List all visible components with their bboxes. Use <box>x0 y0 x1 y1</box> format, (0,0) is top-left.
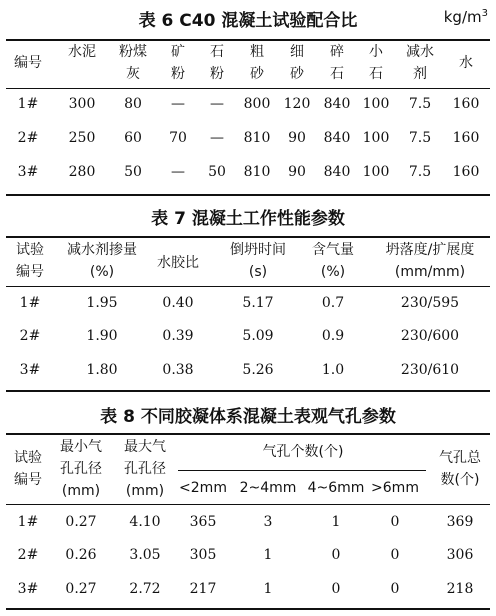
table6-cell-r2-c7: 840 <box>323 164 351 180</box>
table8-cell-r1-c4: 1 <box>263 547 273 563</box>
table8-header-line: 试验 <box>14 450 42 466</box>
table8-group-header: 气孔个数(个) <box>262 444 344 460</box>
table7-cell-r2-c4: 1.0 <box>321 362 345 378</box>
table6-header-line: 剂 <box>413 66 427 82</box>
table7-cell-r0-c2: 0.40 <box>162 295 194 311</box>
table6-cell-r0-c9: 7.5 <box>408 96 432 112</box>
table6-cell-r2-c4: 50 <box>208 164 226 180</box>
table6-cell-r0-c7: 840 <box>323 96 351 112</box>
table8-header-line: 气孔总 <box>439 450 481 466</box>
table8-header-col-2 <box>124 436 166 502</box>
table6-cell-r1-c3: 70 <box>169 130 187 146</box>
table6-cell-r2-c0: 3# <box>17 164 39 180</box>
table6-header-line: 水泥 <box>68 44 96 60</box>
table6-header-line: 砂 <box>250 66 264 82</box>
table7-top-rule <box>6 236 490 238</box>
table6-header-line: 粉 <box>171 66 185 82</box>
table6-header-col-2 <box>119 41 147 85</box>
table6-cell-r2-c9: 7.5 <box>408 164 432 180</box>
table7-cell-r1-c1: 1.90 <box>86 328 118 344</box>
table8-cell-r0-c0: 1# <box>17 514 39 530</box>
table8-cell-r2-c1: 0.27 <box>65 581 97 597</box>
table8-header-line: 4~6mm <box>307 480 365 496</box>
table8-header-line: 孔孔径 <box>60 461 102 477</box>
table7-cell-r1-c3: 5.09 <box>242 328 274 344</box>
table7-cell-r0-c0: 1# <box>19 295 41 311</box>
table6-bottom-rule <box>6 194 490 196</box>
table7-header-line: (%) <box>320 264 346 280</box>
table8-header-line: >6mm <box>371 480 419 496</box>
table7-header-line: (mm/mm) <box>394 264 466 280</box>
table6-unit-text: kg/m <box>443 8 482 26</box>
table6-unit-sup: 3 <box>481 8 488 19</box>
table6-unit <box>444 8 488 26</box>
table7-header-line: 水胶比 <box>157 255 199 271</box>
table6-cell-r1-c2: 60 <box>124 130 142 146</box>
table8-bottom-rule <box>6 608 490 610</box>
table6-cell-r0-c5: 800 <box>243 96 271 112</box>
table8-header-col-3 <box>179 477 227 499</box>
table8-cell-r1-c7: 306 <box>446 547 474 563</box>
table7-header-col-4 <box>312 239 354 283</box>
table8-header-line: 数(个) <box>440 472 480 488</box>
table6-header-line: 石 <box>330 66 344 82</box>
table6-cell-r0-c10: 160 <box>452 96 480 112</box>
table6-header-col-5 <box>250 41 264 85</box>
table6-cell-r2-c2: 50 <box>124 164 142 180</box>
table6-cell-r0-c6: 120 <box>283 96 311 112</box>
table8-header-line: <2mm <box>179 480 227 496</box>
table6-cell-r1-c9: 7.5 <box>408 130 432 146</box>
table8-header-line: (mm) <box>125 483 165 499</box>
table8-header-col-5 <box>308 477 365 499</box>
table8-cell-r0-c7: 369 <box>446 514 474 530</box>
table7-cell-r0-c3: 5.17 <box>242 295 274 311</box>
table8-cell-r1-c5: 0 <box>331 547 341 563</box>
table8-cell-r1-c6: 0 <box>390 547 400 563</box>
table8-cell-r1-c0: 2# <box>17 547 39 563</box>
table8-cell-r2-c5: 0 <box>331 581 341 597</box>
table8-top-rule <box>6 433 490 435</box>
table6-header-line: 粉 <box>210 66 224 82</box>
table8-group-rule <box>178 470 426 471</box>
table7-cell-r0-c1: 1.95 <box>86 295 118 311</box>
table8-cell-r0-c4: 3 <box>263 514 273 530</box>
table6-header-line: 碎 <box>330 44 344 60</box>
table7-bottom-rule <box>6 390 490 392</box>
table8-cell-r2-c7: 218 <box>446 581 474 597</box>
table8-cell-r2-c6: 0 <box>390 581 400 597</box>
table8-cell-r2-c3: 217 <box>189 581 217 597</box>
table7-header-col-3 <box>230 239 286 283</box>
table6-header-col-4 <box>210 41 224 85</box>
table7-header-line: 倒坍时间 <box>230 242 286 258</box>
table7-cell-r1-c0: 2# <box>19 328 41 344</box>
table7-cell-r0-c5: 230/595 <box>400 295 460 311</box>
table7-cell-r2-c1: 1.80 <box>86 362 118 378</box>
table8-cell-r0-c5: 1 <box>331 514 341 530</box>
table6-header-line: 石 <box>210 44 224 60</box>
table6-header-line: 减水 <box>406 44 434 60</box>
table7-header-line: 编号 <box>16 264 44 280</box>
table8-cell-r1-c3: 305 <box>189 547 217 563</box>
table6-cell-r0-c2: 80 <box>124 96 142 112</box>
table6-header-col-1 <box>68 41 96 63</box>
table6-cell-r1-c6: 90 <box>288 130 306 146</box>
table8-header-col-4 <box>240 477 297 499</box>
table6-cell-r1-c7: 840 <box>323 130 351 146</box>
table8-cell-r2-c2: 2.72 <box>129 581 161 597</box>
table6-header-line: 小 <box>369 44 383 60</box>
table6-cell-r1-c1: 250 <box>68 130 96 146</box>
table6-cell-r2-c10: 160 <box>452 164 480 180</box>
table6-header-col-10 <box>459 52 473 74</box>
table6-cell-r2-c8: 100 <box>362 164 390 180</box>
table6-cell-r1-c0: 2# <box>17 130 39 146</box>
table6-header-line: 矿 <box>171 44 185 60</box>
table6-header-line: 灰 <box>126 66 140 82</box>
table8-header-line: 最大气 <box>124 439 166 455</box>
table6-header-col-3 <box>171 41 185 85</box>
table8-title: 表 8 不同胶凝体系混凝土表观气孔参数 <box>100 407 396 427</box>
table6-cell-r1-c10: 160 <box>452 130 480 146</box>
table6-cell-r1-c4: — <box>210 130 224 146</box>
table6-header-line: 水 <box>459 55 473 71</box>
table6-cell-r1-c8: 100 <box>362 130 390 146</box>
table7-header-line: (%) <box>89 264 115 280</box>
table8-header-line: 2~4mm <box>239 480 297 496</box>
table6-header-col-6 <box>290 41 304 85</box>
table6-cell-r0-c8: 100 <box>362 96 390 112</box>
table7-header-line: 试验 <box>16 242 44 258</box>
table7-cell-r1-c5: 230/600 <box>400 328 460 344</box>
table7-header-line: 减水剂掺量 <box>67 242 137 258</box>
table6-cell-r0-c3: — <box>171 96 185 112</box>
table6-cell-r2-c6: 90 <box>288 164 306 180</box>
table8-header-col-1 <box>60 436 102 502</box>
table7-cell-r2-c0: 3# <box>19 362 41 378</box>
table7-title: 表 7 混凝土工作性能参数 <box>151 209 345 229</box>
table7-header-line: (s) <box>248 264 268 280</box>
table8-cell-r0-c2: 4.10 <box>129 514 161 530</box>
table6-header-line: 石 <box>369 66 383 82</box>
table6-cell-r0-c0: 1# <box>17 96 39 112</box>
table7-header-col-2 <box>157 252 199 274</box>
table6-cell-r0-c1: 300 <box>68 96 96 112</box>
table6-title: 表 6 C40 混凝土试验配合比 <box>138 11 358 31</box>
table8-header-col-7 <box>439 447 481 491</box>
table7-cell-r1-c2: 0.39 <box>162 328 194 344</box>
table6-header-line: 粉煤 <box>119 44 147 60</box>
table7-cell-r1-c4: 0.9 <box>321 328 345 344</box>
table6-header-line: 细 <box>290 44 304 60</box>
table8-header-col-0 <box>14 447 42 491</box>
table8-cell-r2-c4: 1 <box>263 581 273 597</box>
table8-cell-r0-c1: 0.27 <box>65 514 97 530</box>
table7-header-col-0 <box>16 239 44 283</box>
table6-cell-r2-c5: 810 <box>243 164 271 180</box>
table8-cell-r0-c3: 365 <box>189 514 217 530</box>
table7-cell-r2-c2: 0.38 <box>162 362 194 378</box>
table7-header-col-1 <box>67 239 137 283</box>
table8-header-line: 孔孔径 <box>124 461 166 477</box>
table6-header-line: 编号 <box>14 55 42 71</box>
table6-cell-r0-c4: — <box>210 96 224 112</box>
table7-header-line: 含气量 <box>312 242 354 258</box>
table8-header-col-6 <box>371 477 419 499</box>
table6-header-col-8 <box>369 41 383 85</box>
table8-cell-r1-c2: 3.05 <box>129 547 161 563</box>
table7-cell-r2-c5: 230/610 <box>400 362 460 378</box>
table8-cell-r0-c6: 0 <box>390 514 400 530</box>
table6-header-col-0 <box>14 52 42 74</box>
table6-header-col-9 <box>406 41 434 85</box>
table7-cell-r2-c3: 5.26 <box>242 362 274 378</box>
table6-header-rule <box>6 88 490 89</box>
table8-header-rule <box>6 504 490 505</box>
table6-cell-r2-c1: 280 <box>68 164 96 180</box>
table7-header-rule <box>6 286 490 287</box>
table7-cell-r0-c4: 0.7 <box>321 295 345 311</box>
table6-header-line: 砂 <box>290 66 304 82</box>
table7-header-line: 坍落度/扩展度 <box>385 242 475 258</box>
table8-header-line: (mm) <box>61 483 101 499</box>
table8-cell-r1-c1: 0.26 <box>65 547 97 563</box>
table6-cell-r1-c5: 810 <box>243 130 271 146</box>
table8-cell-r2-c0: 3# <box>17 581 39 597</box>
table8-header-line: 编号 <box>14 472 42 488</box>
table6-header-col-7 <box>330 41 344 85</box>
table8-header-line: 最小气 <box>60 439 102 455</box>
table7-header-col-5 <box>386 239 475 283</box>
table6-cell-r2-c3: — <box>171 164 185 180</box>
table6-header-line: 粗 <box>250 44 264 60</box>
